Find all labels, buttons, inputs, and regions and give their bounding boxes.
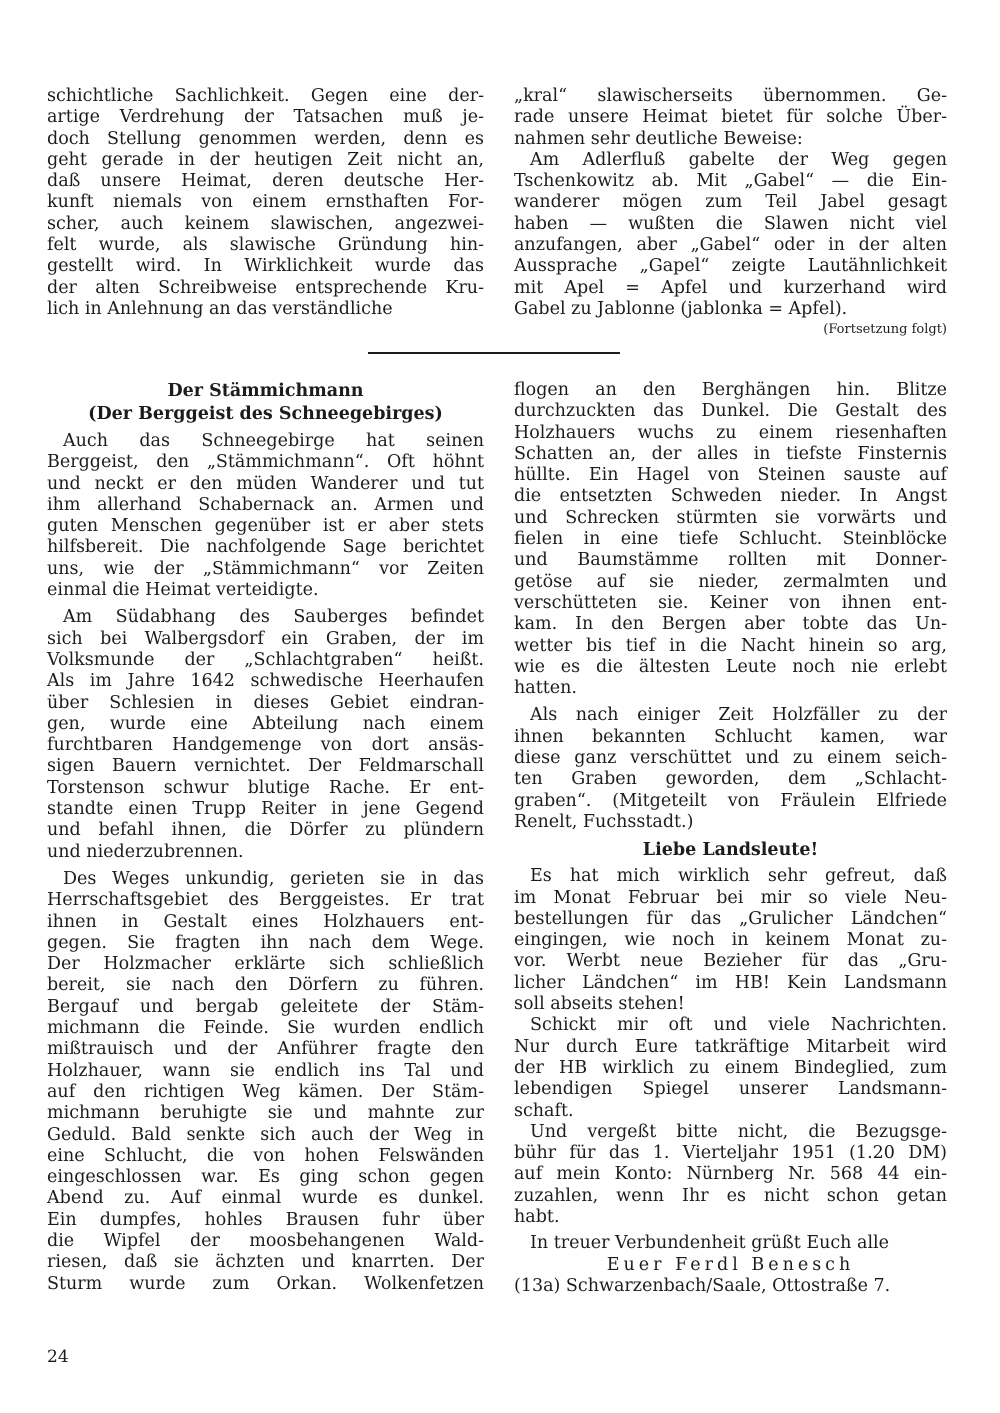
text-line: guten Menschen gegenüber ist er aber stets [47, 516, 484, 537]
text-line: vor. Werbt neue Bezieher für das „Gru- [514, 951, 947, 972]
text-line: auf mein Konto: Nürnberg Nr. 568 44 ein- [514, 1164, 947, 1185]
letter-address: (13a) Schwarzenbach/Saale, Ottostraße 7. [514, 1275, 891, 1296]
text-line: Sturm wurde zum Orkan. Wolkenfetzen [47, 1273, 484, 1294]
text-line: und niederzubrennen. [47, 841, 244, 862]
text-line: Renelt, Fuchsstadt.) [514, 811, 694, 832]
text-line: doch Stellung genommen werden, denn es [47, 128, 484, 149]
top-right-text [514, 86, 947, 320]
letter-paragraph-1 [514, 866, 947, 1015]
text-line: Aussprache „Gapel“ zeigte Lautähnlichkeit [514, 256, 947, 277]
letter-greeting: In treuer Verbundenheit grüßt Euch alle [530, 1233, 889, 1254]
text-line: anzufangen, aber „Gabel“ oder in der alten [514, 235, 947, 256]
text-line: und Schrecken stürmten sie vorwärts und [514, 507, 947, 528]
text-line: ihnen in Gestalt eines Holzhauers ent- [47, 911, 484, 932]
story-title: Der Stämmichmann [167, 381, 364, 401]
text-line: Am Südabhang des Sauberges befindet [63, 607, 484, 628]
top-left-text [47, 86, 484, 320]
text-line: Volksmunde der „Schlachtgraben“ heißt. [47, 649, 484, 670]
text-line: lebendigen Spiegel unserer Landsmann- [514, 1079, 947, 1100]
text-line: licher Ländchen“ im HB! Kein Landsmann [514, 972, 947, 993]
text-line: lich in Anlehnung an das verständliche [47, 298, 393, 319]
text-line: fielen in eine tiefe Schlucht. Steinblöcke [514, 529, 947, 550]
text-line: einmal die Heimat verteidigte. [47, 580, 319, 601]
text-line: und befahl ihnen, die Dörfer zu plündern [47, 820, 484, 841]
letter-signature: Euer Ferdl Benesch [606, 1254, 855, 1275]
text-line: furchtbaren Handgemenge von dort ansäs- [47, 735, 484, 756]
page-number: 24 [47, 1347, 69, 1367]
story-paragraph-5 [514, 705, 947, 833]
text-line: hilfsbereit. Die nachfolgende Sage berichtet [47, 537, 484, 558]
text-line: bereit, sie nach den Dörfern zu führen. [47, 975, 484, 996]
text-line: der alten Schreibweise entsprechende Kru- [47, 277, 484, 298]
text-line: der HB wirklich zu einem Bindeglied, zum [514, 1057, 947, 1078]
text-line: schaft. [514, 1100, 574, 1121]
text-line: ihm allerhand Schabernack an. Armen und [47, 494, 484, 515]
section-divider [368, 352, 620, 354]
text-line: Gabel zu Jablonne (jablonka = Apfel). [514, 298, 848, 319]
text-line: michmann beruhigte sie und mahnte zur [47, 1103, 484, 1124]
text-line: artige Verdrehung der Tatsachen muß je- [47, 107, 484, 128]
text-line: Als im Jahre 1642 schwedische Heerhaufen [47, 671, 484, 692]
text-line: flogen an den Berghängen hin. Blitze [514, 380, 947, 400]
text-line: die Wipfel der moosbehangenen Wald- [47, 1230, 484, 1251]
text-line: Nur durch Eure tatkräftige Mitarbeit wird [514, 1036, 947, 1057]
continuation-note: (Fortsetzung folgt) [823, 322, 947, 338]
text-line: Auch das Schneegebirge hat seinen [63, 431, 484, 451]
text-line: uns, wie der „Stämmichmann“ vor Zeiten [47, 558, 484, 579]
text-line: graben“. (Mitgeteilt von Fräulein Elfriede [514, 790, 947, 811]
text-line: verschütteten sie. Keiner von ihnen ent- [514, 592, 947, 613]
text-line: Des Weges unkundig, gerieten sie in das [63, 868, 484, 889]
text-line: mit Apel = Apfel und kurzerhand wird [514, 277, 947, 298]
text-line: Schatten an, der alles in tiefste Finsternis [514, 443, 947, 464]
text-line: Torstenson schwur blutige Rache. Er ent- [47, 777, 484, 798]
text-line: über Schlesien in dieses Gebiet eindran- [47, 692, 484, 713]
text-line: zuzahlen, wenn Ihr es nicht schon getan [514, 1185, 947, 1206]
letter-heading: Liebe Landsleute! [642, 840, 819, 861]
text-line: ten Graben geworden, dem „Schlacht- [514, 769, 947, 790]
text-line: Holzhauer, wann sie endlich ins Tal und [47, 1060, 484, 1081]
story-left-column [47, 380, 484, 1295]
top-right-column [514, 86, 947, 339]
letter-paragraph-3 [514, 1122, 947, 1228]
story-paragraph-4 [514, 380, 947, 699]
text-line: Der Holzmacher erklärte sich schließlich [47, 954, 484, 975]
text-line: Herrschaftsgebiet des Berggeistes. Er trat [47, 890, 484, 911]
text-line: im Monat Februar bei mir so viele Neu- [514, 887, 947, 908]
story-right-column [514, 380, 947, 1297]
text-line: Ein dumpfes, hohles Brausen fuhr über [47, 1209, 484, 1230]
text-line: eine Schlucht, die von hohen Felswänden [47, 1145, 484, 1166]
text-line: sigen Bauern vernichtet. Der Feldmarschall [47, 756, 484, 777]
text-line: Geduld. Bald senkte sich auch der Weg in [47, 1124, 484, 1145]
text-line: gestellt wird. In Wirklichkeit wurde das [47, 256, 484, 277]
text-line: kam. In den Bergen aber tobte das Un- [514, 614, 947, 635]
text-line: Tschenkowitz ab. Mit „Gabel“ — die Ein- [514, 171, 947, 192]
story-paragraph-2 [47, 607, 484, 863]
text-line: Berggeist, den „Stämmichmann“. Oft höhnt [47, 452, 484, 473]
text-line: bestellungen für das „Grulicher Ländchen“ [514, 908, 947, 929]
text-line: diese ganz verschüttet und zu einem seich- [514, 748, 947, 769]
text-line: und neckt er den müden Wanderer und tut [47, 473, 484, 494]
story-paragraph-3 [47, 869, 484, 1295]
letter-paragraph-2 [514, 1015, 947, 1121]
text-line: gen, wurde eine Abteilung nach einem [47, 713, 484, 734]
text-line: haben — wußten die Slawen nicht viel [514, 213, 947, 234]
story-subtitle: (Der Berggeist des Schneegebirges) [88, 404, 443, 424]
text-line: getöse auf sie nieder, zermalmten und [514, 571, 947, 592]
text-line: soll abseits stehen! [514, 994, 685, 1015]
top-left-column [47, 86, 484, 320]
text-line: michmann die Feinde. Sie wurden endlich [47, 1018, 484, 1039]
text-line: rade unsere Heimat bietet für solche Über- [514, 107, 947, 128]
text-line: riesen, daß sie ächzten und knarrten. Der [47, 1252, 484, 1273]
text-line: Abend zu. Auf einmal wurde es dunkel. [47, 1188, 484, 1209]
text-line: geht gerade in der heutigen Zeit nicht an, [47, 149, 484, 170]
text-line: auf den richtigen Weg kämen. Der Stäm- [47, 1081, 484, 1102]
text-line: eingingen, wie noch in keinem Monat zu- [514, 930, 947, 951]
text-line: daß unsere Heimat, deren deutsche Her- [47, 171, 484, 192]
text-line: felt wurde, als slawische Gründung hin- [47, 235, 484, 256]
text-line: wie es die ältesten Leute noch nie erlebt [514, 656, 947, 677]
text-line: wetter bis tief in die Nacht hinein so arg, [514, 635, 947, 656]
story-paragraph-1 [47, 431, 484, 601]
text-line: Und vergeßt bitte nicht, die Bezugsge- [530, 1121, 947, 1142]
text-line: Als nach einiger Zeit Holzfäller zu der [530, 705, 947, 726]
text-line: gegen. Sie fragten ihn nach dem Wege. [47, 932, 484, 953]
text-line: Holzhauers wuchs zu einem riesenhaften [514, 422, 947, 443]
text-line: wanderer mögen zum Teil Jabel gesagt [514, 192, 947, 213]
text-line: hüllte. Ein Hagel von Steinen sauste auf [514, 465, 947, 486]
text-line: mißtrauisch und der Anführer fragte den [47, 1039, 484, 1060]
text-line: Bergauf und bergab geleitete der Stäm- [47, 996, 484, 1017]
text-line: durchzuckten das Dunkel. Die Gestalt des [514, 401, 947, 422]
text-line: bühr für das 1. Vierteljahr 1951 (1.20 DM) [514, 1143, 947, 1164]
text-line: sich bei Walbergsdorf ein Graben, der im [47, 628, 484, 649]
text-line: kunft niemals von einem ernsthaften For- [47, 192, 484, 213]
text-line: nahmen sehr deutliche Beweise: [514, 128, 803, 149]
text-line: hatten. [514, 678, 577, 699]
text-line: standte einen Trupp Reiter in jene Gegend [47, 799, 484, 820]
text-line: „kral“ slawischerseits übernommen. Ge- [514, 86, 947, 106]
text-line: eingeschlossen war. Es ging schon gegen [47, 1167, 484, 1188]
text-line: schichtliche Sachlichkeit. Gegen eine der- [47, 86, 484, 106]
text-line: ihnen bekannten Schlucht kamen, war [514, 726, 947, 747]
text-line: und Baumstämme rollten mit Donner- [514, 550, 947, 571]
text-line: Am Adlerfluß gabelte der Weg gegen [530, 149, 947, 170]
text-line: scher, auch keinem slawischen, angezwei- [47, 213, 484, 234]
text-line: Es hat mich wirklich sehr gefreut, daß [530, 866, 947, 887]
text-line: Schickt mir oft und viele Nachrichten. [530, 1015, 947, 1036]
text-line: habt. [514, 1206, 560, 1227]
text-line: die entsetzten Schweden nieder. In Angst [514, 486, 947, 507]
